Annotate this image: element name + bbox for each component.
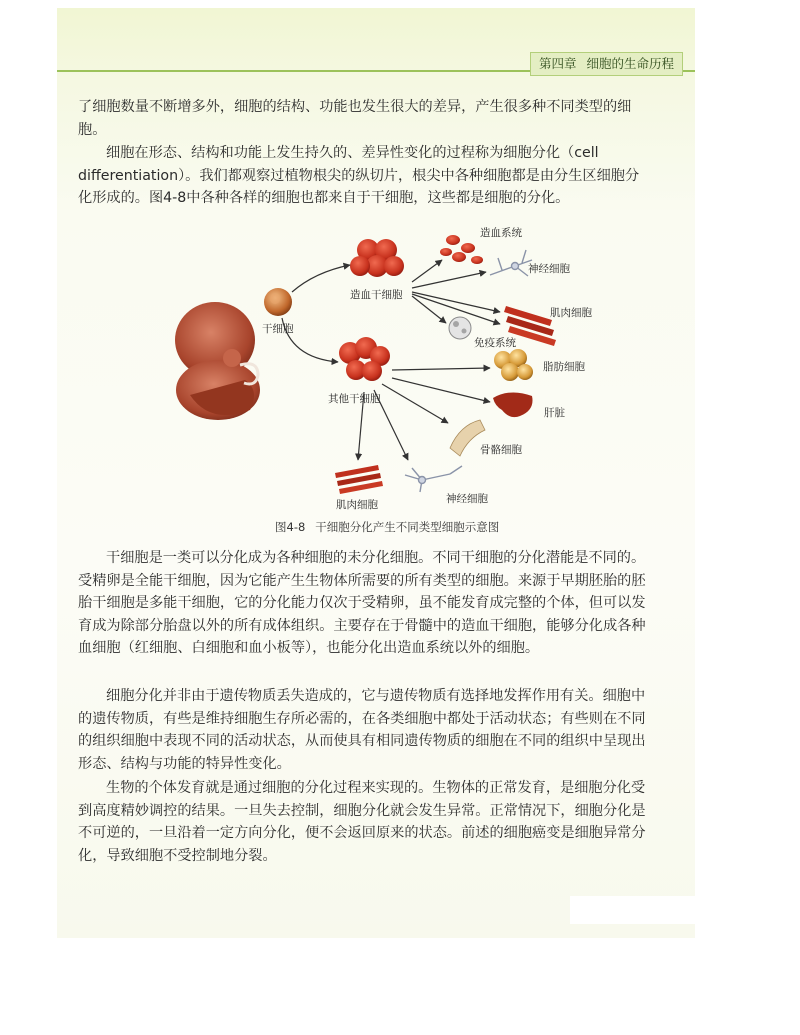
muscle-cell-icon-2 (335, 465, 383, 494)
label-hsc: 造血干细胞 (350, 289, 403, 301)
stem-cell-diagram (150, 220, 630, 540)
nerve-cell-icon (490, 250, 532, 276)
label-other-stem: 其他干细胞 (328, 393, 381, 405)
caption-text: 干细胞分化产生不同类型细胞示意图 (315, 520, 500, 534)
liver-icon (493, 392, 533, 417)
hematopoietic-stem-cell-icon (350, 239, 404, 277)
other-stem-cell-icon (339, 337, 390, 381)
chapter-title: 细胞的生命历程 (586, 56, 674, 71)
chapter-header (530, 52, 683, 76)
label-liver: 肝脏 (544, 407, 565, 419)
label-stem-cell: 干细胞 (262, 323, 294, 335)
fat-cells-icon (494, 349, 533, 381)
fetus-illustration (175, 302, 260, 420)
label-bone: 骨骼细胞 (480, 444, 522, 456)
label-muscle-1: 肌肉细胞 (550, 307, 592, 319)
paragraph-5: 生物的个体发育就是通过细胞的分化过程来实现的。生物体的正常发育，是细胞分化受到高度精妙调控的结果。一旦失去控制，细胞分化就会发生异常。正常情况下，细胞分化是不可逆的，一旦沿着一定方向分化，便不会返回原来的状态。前述的细胞癌变是细胞异常分化，导致细胞不受控制地分裂。 (78, 780, 646, 864)
label-muscle-2: 肌肉细胞 (336, 499, 378, 511)
label-fat: 脂肪细胞 (543, 361, 585, 373)
label-immune: 免疫系统 (474, 337, 516, 349)
caption-number: 图4-8 (275, 520, 306, 534)
blank-patch (570, 896, 698, 924)
nerve-cell-icon-2 (405, 466, 462, 492)
label-nerve-1: 神经细胞 (528, 263, 570, 275)
label-blood-system: 造血系统 (480, 227, 522, 239)
blood-cells-icon (440, 235, 483, 264)
figure-caption (275, 519, 499, 535)
label-nerve-2: 神经细胞 (446, 493, 488, 505)
paragraph-3: 干细胞是一类可以分化成为各种细胞的未分化细胞。不同干细胞的分化潜能是不同的。受精卵是全能干细胞，因为它能产生生物体所需要的所有类型的细胞。来源于早期胚胎的胚胎干细胞是多能干细胞，它的分化能力仅次于受精卵，虽不能发育成完整的个体，但可以发育成为除部分胎盘以外的所有成体组织。主要存在于骨髓中的造血干细胞，能够分化成各种血细胞（红细胞、白细胞和血小板等），也能分化出造血系统以外的细胞。 (78, 550, 646, 657)
paragraph-2: 细胞在形态、结构和功能上发生持久的、差异性变化的过程称为细胞分化（cell differentiation）。我们都观察过植物根尖的纵切片，根尖中各种细胞都是由分生区细胞分化形成的。图4-8中各种各样的细胞也都来自于干细胞，这些都是细胞的分化。 (78, 145, 640, 207)
immune-cell-icon (449, 317, 471, 339)
chapter-number: 第四章 (538, 56, 577, 71)
paragraph-1: 了细胞数量不断增多外，细胞的结构、功能也发生很大的差异，产生很多种不同类型的细胞。 (78, 99, 632, 138)
paragraph-4: 细胞分化并非由于遗传物质丢失造成的，它与遗传物质有选择地发挥作用有关。细胞中的遗传物质，有些是维持细胞生存所必需的，在各类细胞中都处于活动状态；有些则在不同的组织细胞中表现不同的活动状态，从而使具有相同遗传物质的细胞在不同的组织中呈现出形态、结构与功能的特异性变化。 (78, 688, 646, 772)
